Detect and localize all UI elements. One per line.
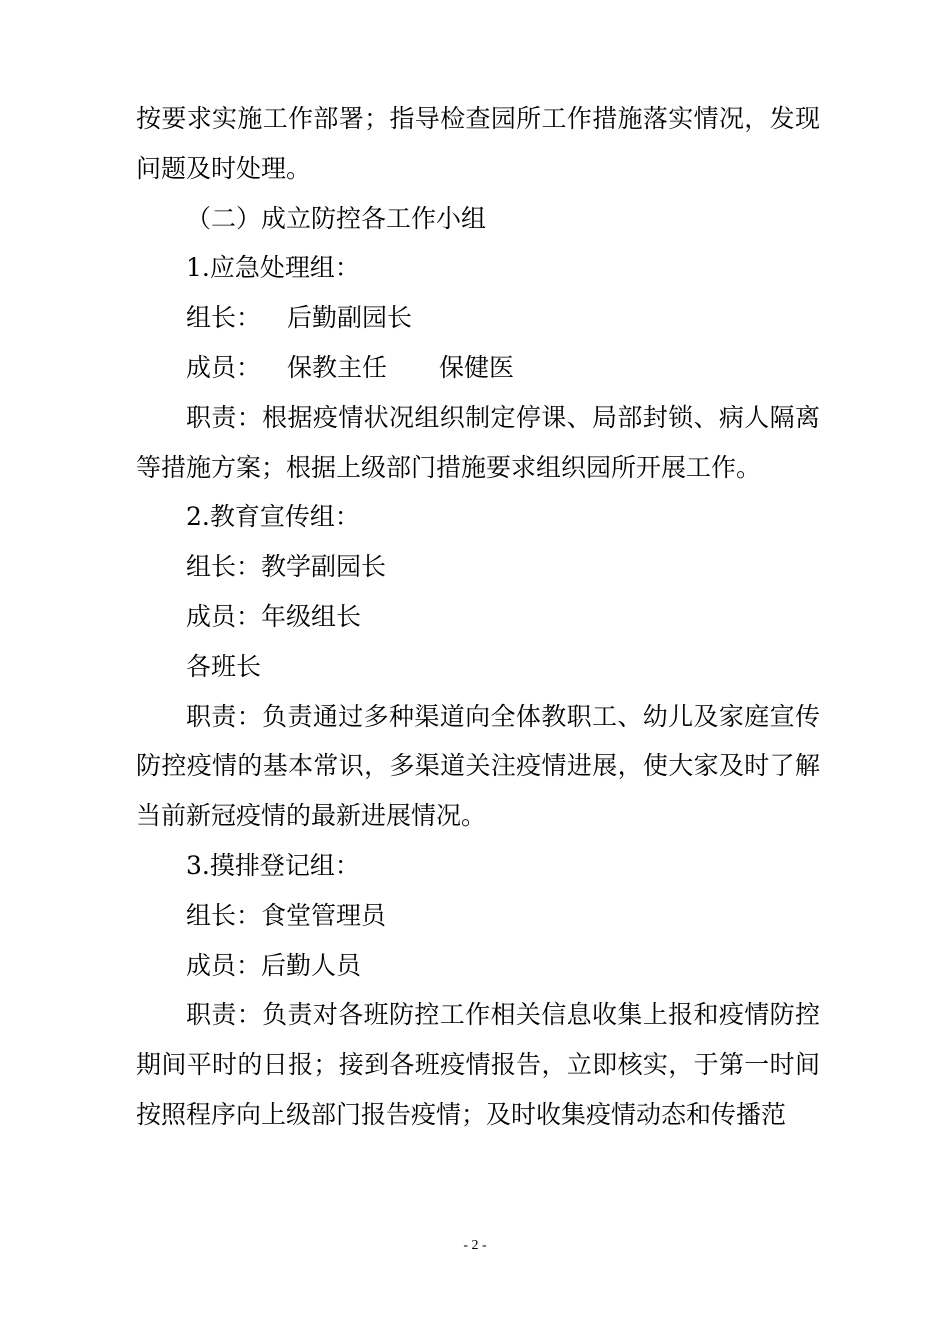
group-members-line (136, 343, 820, 393)
group-members-line: 成员：年级组长 (186, 601, 362, 631)
members-label: 成员： (186, 352, 262, 382)
group-heading-education: 2.教育宣传组： (186, 502, 360, 532)
leader-value: 后勤副园长 (287, 303, 413, 333)
group-members-line: 成员：后勤人员 (186, 950, 362, 980)
document-body (136, 94, 820, 1140)
duty-paragraph-education: 职责：负责通过多种渠道向全体教职工、幼儿及家庭宣传防控疫情的基本常识，多渠道关注疫情进展，使大家及时了解当前新冠疫情的最新进展情况。 (136, 701, 820, 831)
page-number: - 2 - (463, 1238, 487, 1253)
group-heading-emergency: 1.应急处理组： (186, 253, 360, 283)
paragraph-continuation: 按要求实施工作部署；指导检查园所工作措施落实情况，发现问题及时处理。 (136, 104, 820, 183)
member-value-2: 保健医 (439, 352, 515, 382)
duty-paragraph-emergency: 职责：根据疫情状况组织制定停课、局部封锁、病人隔离等措施方案；根据上级部门措施要求组织园所开展工作。 (136, 402, 820, 482)
duty-paragraph-registration: 职责：负责对各班防控工作相关信息收集上报和疫情防控期间平时的日报；接到各班疫情报告，立即核实，于第一时间按照程序向上级部门报告疫情；及时收集疫情动态和传播范 (136, 1000, 820, 1129)
group-members-continuation: 各班长 (186, 651, 262, 681)
group-heading-registration: 3.摸排登记组： (186, 850, 360, 880)
leader-label: 组长： (186, 303, 262, 333)
group-leader-line: 组长：教学副园长 (186, 552, 387, 582)
group-leader-line: 组长：食堂管理员 (186, 900, 387, 930)
section-heading: （二）成立防控各工作小组 (186, 203, 487, 233)
member-value-1: 保教主任 (287, 352, 388, 382)
group-leader-line (136, 293, 820, 343)
